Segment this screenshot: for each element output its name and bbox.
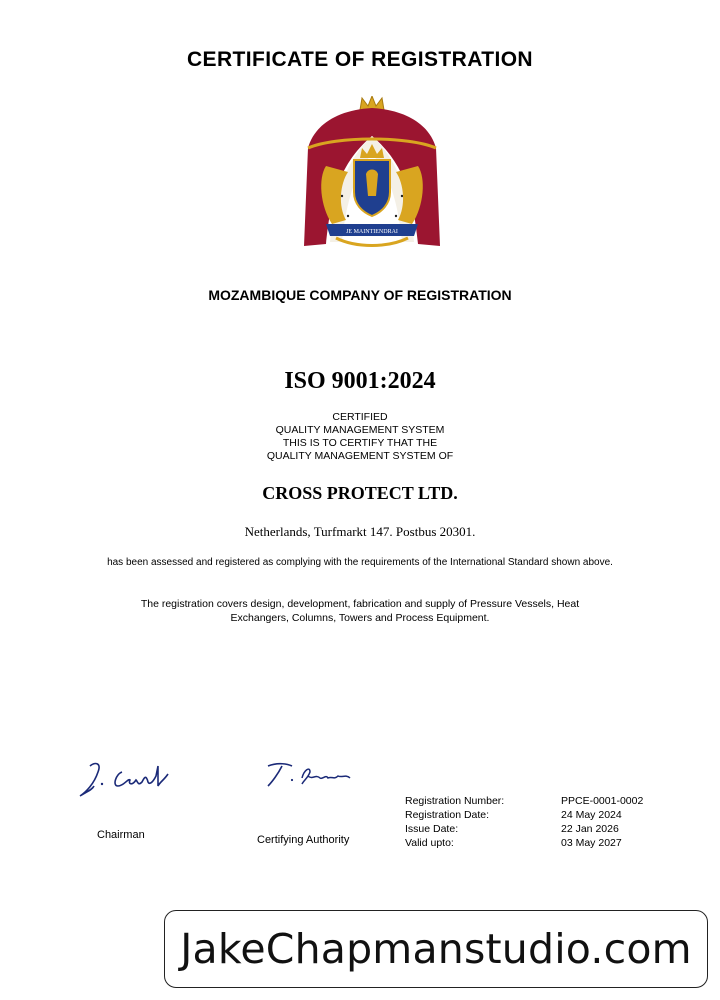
coat-of-arms-emblem [296, 96, 448, 256]
issue-date-label: Issue Date: [405, 823, 459, 835]
assessment-statement: has been assessed and registered as complying with the requirements of the International Standard shown above. [107, 557, 613, 568]
certification-statement [0, 411, 720, 463]
valid-upto-label: Valid upto: [405, 837, 454, 849]
registration-date-row [405, 808, 643, 822]
registration-number-label: Registration Number: [405, 795, 505, 807]
chairman-signature [72, 752, 182, 808]
registration-scope [90, 597, 630, 625]
authority-signature [262, 756, 362, 796]
issue-date-value: 22 Jan 2026 [561, 823, 619, 835]
motto-ribbon-text: JE MAINTIENDRAI [346, 229, 398, 235]
registration-details [405, 794, 643, 850]
registration-number-value: PPCE-0001-0002 [561, 795, 644, 807]
scope-line: The registration covers design, development, fabrication and supply of Pressure Vessels, Heat [140, 598, 580, 610]
chairman-label: Chairman [97, 829, 145, 841]
registration-date-value: 24 May 2024 [561, 809, 622, 821]
statement-line: THIS IS TO CERTIFY THAT THE [282, 437, 438, 449]
company-address: Netherlands, Turfmarkt 147. Postbus 20301. [244, 524, 476, 539]
certifying-authority-label: Certifying Authority [257, 834, 350, 846]
organization-name: MOZAMBIQUE COMPANY OF REGISTRATION [208, 287, 512, 303]
registration-number-row [405, 794, 643, 808]
registration-date-label: Registration Date: [405, 809, 490, 821]
certificate-title: CERTIFICATE OF REGISTRATION [186, 48, 533, 71]
valid-upto-value: 03 May 2027 [561, 837, 622, 849]
watermark-text: JakeChapmanstudio.com [180, 925, 692, 973]
statement-line: CERTIFIED [332, 411, 388, 423]
standard-heading: ISO 9001:2024 [284, 368, 436, 394]
scope-line: Exchangers, Columns, Towers and Process Equipment. [230, 612, 490, 624]
statement-line: QUALITY MANAGEMENT SYSTEM [275, 424, 445, 436]
statement-line: QUALITY MANAGEMENT SYSTEM OF [266, 450, 454, 462]
valid-upto-row [405, 836, 643, 850]
company-name: CROSS PROTECT LTD. [262, 483, 458, 503]
issue-date-row [405, 822, 643, 836]
watermark-box [164, 910, 708, 988]
